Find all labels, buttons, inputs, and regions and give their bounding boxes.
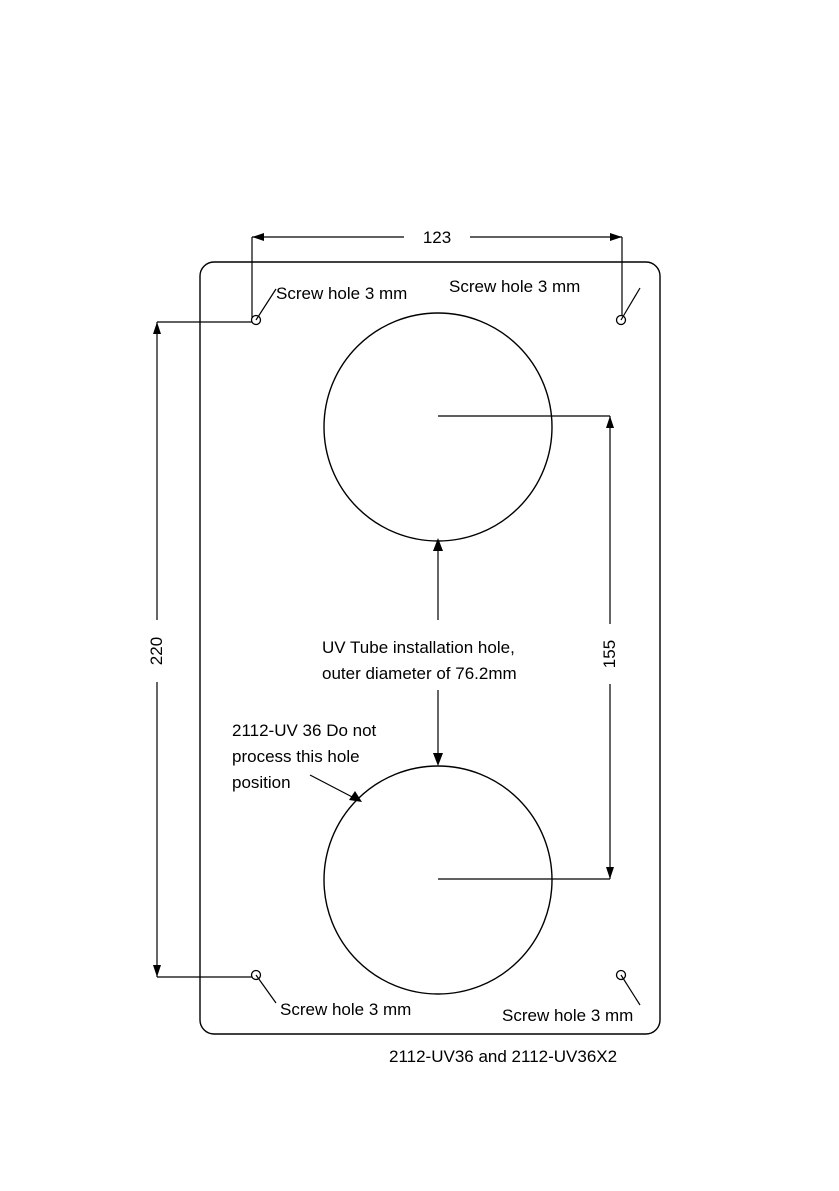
uv-tube-note-line1: UV Tube installation hole, (322, 638, 515, 657)
uv-note-arrow-down (433, 753, 443, 766)
screw-hole-bottom-left (252, 971, 261, 980)
do-not-process-line1: 2112-UV 36 Do not (232, 721, 377, 740)
screw-hole-label-top-right: Screw hole 3 mm (449, 277, 581, 296)
do-not-process-line2: process this hole (232, 747, 360, 766)
screw-leader-top-right (621, 288, 640, 320)
do-not-process-leader (310, 775, 358, 800)
dim-height-arrow-bottom (153, 965, 161, 977)
dim-height-arrow-top (153, 322, 161, 334)
screw-leader-bottom-right (621, 975, 640, 1005)
screw-leader-bottom-left (256, 975, 276, 1003)
drawing-caption: 2112-UV36 and 2112-UV36X2 (389, 1047, 618, 1066)
uv-note-arrow-up (433, 538, 443, 551)
uv-tube-hole-top (324, 313, 552, 541)
dim-spacing-arrow-bottom (606, 867, 614, 879)
dim-width-value: 123 (422, 228, 452, 247)
uv-tube-note-line2: outer diameter of 76.2mm (322, 664, 517, 683)
screw-hole-label-top-left: Screw hole 3 mm (276, 284, 408, 303)
dim-height-value: 220 (147, 636, 166, 666)
dim-spacing-value: 155 (600, 639, 619, 669)
screw-hole-label-bottom-right: Screw hole 3 mm (502, 1006, 634, 1025)
dim-width-arrow-right (610, 233, 622, 241)
screw-leader-top-left (256, 289, 276, 320)
dim-width-arrow-left (252, 233, 264, 241)
do-not-process-line3: position (232, 773, 291, 792)
dim-spacing-arrow-top (606, 416, 614, 428)
screw-hole-label-bottom-left: Screw hole 3 mm (280, 1000, 412, 1019)
